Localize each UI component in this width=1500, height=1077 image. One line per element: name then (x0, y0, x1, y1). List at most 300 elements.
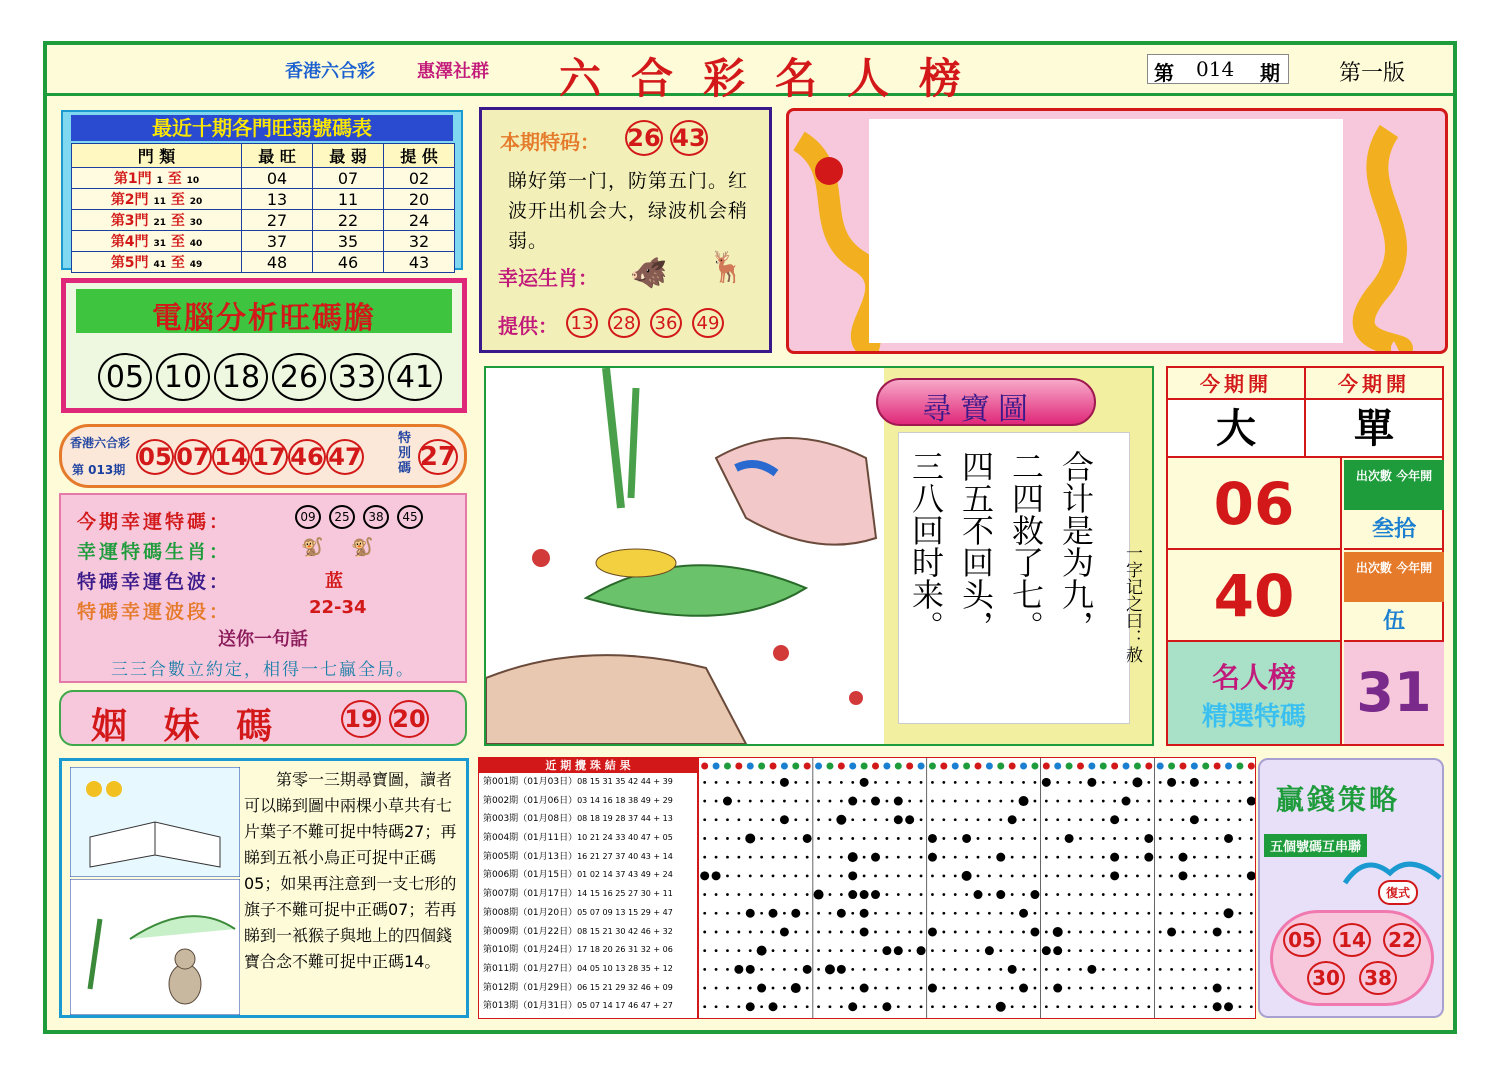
number-ball: 14 (1333, 923, 1371, 957)
trend-dot (965, 800, 968, 803)
trend-header-dot (1225, 763, 1232, 770)
trend-dot (1056, 968, 1059, 971)
history-issue: 第004期 (483, 833, 519, 844)
trend-header-dot (1214, 763, 1221, 770)
trend-dot (1239, 874, 1242, 877)
door-table-title: 最近十期各門旺弱號碼表 (71, 115, 453, 141)
trend-dot (999, 837, 1002, 840)
number-ball: 38 (363, 505, 389, 529)
trend-dot (1113, 837, 1116, 840)
trend-dot (749, 987, 752, 990)
trend-dot (737, 781, 740, 784)
trend-dot (703, 856, 706, 859)
trend-dot (1136, 1005, 1139, 1008)
header-source: 香港六合彩 (285, 61, 375, 82)
trend-hit-mark (746, 1002, 755, 1011)
number-ball: 10 (156, 353, 210, 401)
trend-dot (920, 818, 923, 821)
trend-dot (1068, 800, 1071, 803)
trend-dot (1113, 800, 1116, 803)
trend-dot (703, 893, 706, 896)
trend-dot (977, 949, 980, 952)
treasure-map-panel (484, 366, 1154, 746)
trend-dot (1159, 781, 1162, 784)
trend-dot (1113, 893, 1116, 896)
fame-number: 31 (1344, 642, 1444, 744)
trend-dot (977, 856, 980, 859)
trend-dot (999, 968, 1002, 971)
trend-dot (1079, 968, 1082, 971)
history-issue: 第003期 (483, 814, 519, 825)
trend-dot (829, 856, 832, 859)
trend-dot (1011, 837, 1014, 840)
trend-dot (1011, 856, 1014, 859)
trend-header-dot (986, 763, 993, 770)
trend-hit-mark (860, 890, 869, 899)
door-max: 04 (242, 168, 313, 189)
trend-dot (1068, 856, 1071, 859)
tip-text: 睇好第一门，防第五门。红波开出机会大，绿波机会稍弱。 (508, 170, 749, 252)
door-label: 第5門 (110, 255, 149, 271)
number-ball: 33 (330, 353, 384, 401)
poem-column: 四五不回头， (957, 450, 995, 642)
trend-dot (999, 874, 1002, 877)
trend-dot (1079, 893, 1082, 896)
trend-dot (772, 931, 775, 934)
trend-dot (1227, 856, 1230, 859)
trend-dot (840, 949, 843, 952)
trend-dot (1159, 912, 1162, 915)
give-numbers (566, 308, 724, 338)
trend-dot (851, 931, 854, 934)
trend-dot (965, 1005, 968, 1008)
trend-dot (999, 800, 1002, 803)
trend-header-dot (963, 763, 970, 770)
trend-dot (954, 781, 957, 784)
trend-special-mark (1132, 777, 1142, 787)
trend-dot (1079, 781, 1082, 784)
trend-dot (920, 856, 923, 859)
history-numbers: 08 18 19 28 37 44 + 13 (577, 814, 673, 824)
trend-dot (806, 1005, 809, 1008)
trend-dot (920, 912, 923, 915)
last-draw-issue: 第 013期 (72, 463, 126, 477)
trend-dot (954, 1005, 957, 1008)
trend-header-dot (952, 763, 959, 770)
trend-dot (954, 874, 957, 877)
trend-dot (760, 837, 763, 840)
history-date: （01月17日） (518, 889, 578, 900)
trend-hit-mark (928, 927, 937, 936)
table-row (72, 168, 455, 189)
trend-dot (1079, 837, 1082, 840)
history-row (479, 960, 697, 979)
trend-dot (1022, 874, 1025, 877)
trend-dot (817, 837, 820, 840)
trend-header-dot (1145, 763, 1152, 770)
trend-dot (931, 818, 934, 821)
trend-dot (942, 800, 945, 803)
trend-dot (840, 931, 843, 934)
trend-hit-mark (769, 1002, 778, 1011)
trend-header-dot (1191, 763, 1198, 770)
trend-dot (1159, 818, 1162, 821)
history-date: （01月15日） (518, 870, 578, 881)
trend-dot (840, 1005, 843, 1008)
door-max: 48 (242, 252, 313, 273)
trend-dot (1068, 1005, 1071, 1008)
number-ball: 46 (288, 439, 326, 475)
trend-dot (965, 781, 968, 784)
trend-dot (863, 818, 866, 821)
door-sep: 至 (170, 255, 185, 271)
trend-dot (1068, 968, 1071, 971)
trend-header-dot (1054, 763, 1061, 770)
trend-dot (885, 800, 888, 803)
trend-dot (1159, 874, 1162, 877)
trend-dot (794, 931, 797, 934)
trend-dot (885, 781, 888, 784)
trend-hit-mark (905, 815, 914, 824)
trend-dot (794, 1005, 797, 1008)
boar-icon: 🐗 (630, 256, 668, 291)
trend-dot (829, 987, 832, 990)
trend-dot (851, 818, 854, 821)
trend-dot (726, 968, 729, 971)
sister-title: 姻 妹 碼 (91, 706, 285, 747)
trend-hit-mark (1122, 797, 1131, 806)
trend-dot (1159, 856, 1162, 859)
history-title: 近 期 攪 珠 結 果 (479, 758, 697, 773)
trend-hit-mark (1247, 797, 1256, 806)
trend-header-dot (838, 763, 845, 770)
trend-dot (817, 931, 820, 934)
odd-even-value: 單 (1306, 400, 1442, 458)
trend-dot (863, 800, 866, 803)
trend-dot (1068, 874, 1071, 877)
trend-dot (1216, 837, 1219, 840)
trend-hit-mark (1190, 815, 1199, 824)
number-ball: 22 (1383, 923, 1421, 957)
table-row (72, 189, 455, 210)
trend-dot (715, 818, 718, 821)
give-label: 提供： (498, 314, 558, 338)
door-from: 11 (153, 197, 166, 207)
number-ball: 38 (1359, 961, 1397, 995)
trend-dot (1216, 856, 1219, 859)
trend-dot (1136, 931, 1139, 934)
trend-dot (783, 987, 786, 990)
door-give: 43 (384, 252, 455, 273)
special-ball: 27 (418, 439, 458, 475)
trend-dot (999, 912, 1002, 915)
trend-dot (794, 949, 797, 952)
trend-dot (1045, 968, 1048, 971)
trend-hit-mark (1065, 834, 1074, 843)
trend-header-dot (940, 763, 947, 770)
trend-dot (1182, 968, 1185, 971)
trend-dot (1113, 781, 1116, 784)
trend-dot (885, 893, 888, 896)
trend-hit-mark (1019, 984, 1028, 993)
number-ball: 05 (98, 353, 152, 401)
trend-dot (1102, 800, 1105, 803)
trend-dot (908, 1005, 911, 1008)
trend-hit-mark (712, 871, 721, 880)
trend-hit-mark (746, 909, 755, 918)
trend-dot (1136, 968, 1139, 971)
door-min: 22 (313, 210, 384, 231)
trend-dot (1147, 818, 1150, 821)
trend-special-mark (848, 852, 858, 862)
history-issue: 第013期 (483, 1001, 519, 1012)
trend-hit-mark (1213, 984, 1222, 993)
trend-dot (954, 968, 957, 971)
trend-header-dot (1123, 763, 1130, 770)
trend-dot (749, 818, 752, 821)
trend-hit-mark (1030, 890, 1039, 899)
issue-number: 014 (1196, 57, 1235, 81)
trend-dot (1239, 931, 1242, 934)
trend-dot (1182, 987, 1185, 990)
history-date: （01月27日） (518, 963, 578, 974)
trend-dot (1227, 800, 1230, 803)
trend-dot (783, 837, 786, 840)
trend-dot (954, 837, 957, 840)
trend-dot (931, 874, 934, 877)
trend-hit-mark (996, 853, 1005, 862)
trend-dot (942, 837, 945, 840)
trend-hit-mark (1167, 927, 1176, 936)
door-table (71, 143, 455, 273)
trend-dot (1182, 781, 1185, 784)
trend-header-dot (713, 763, 720, 770)
trend-dot (1239, 781, 1242, 784)
big-small-value: 大 (1168, 400, 1306, 458)
trend-dot (715, 856, 718, 859)
trend-dot (920, 781, 923, 784)
trend-hit-mark (928, 984, 937, 993)
trend-header-dot (872, 763, 879, 770)
trend-dot (885, 856, 888, 859)
trend-dot (715, 1005, 718, 1008)
trend-dot (1204, 818, 1207, 821)
trend-dot (1147, 800, 1150, 803)
trend-dot (1204, 912, 1207, 915)
trend-hit-mark (848, 1002, 857, 1011)
trend-grid (698, 757, 1256, 1019)
trend-dot (908, 800, 911, 803)
door-min: 07 (313, 168, 384, 189)
door-to: 30 (189, 218, 203, 228)
trend-dot (1136, 856, 1139, 859)
trend-dot (965, 987, 968, 990)
trend-hit-mark (700, 871, 709, 880)
door-to: 40 (189, 239, 203, 249)
trend-dot (851, 912, 854, 915)
trend-dot (931, 781, 934, 784)
trend-dot (1022, 1005, 1025, 1008)
trend-dot (1204, 800, 1207, 803)
trend-dot (715, 931, 718, 934)
number-ball: 43 (670, 120, 708, 156)
trend-dot (806, 856, 809, 859)
trend-dot (1045, 837, 1048, 840)
number-ball: 05 (136, 439, 174, 475)
door-max: 37 (242, 231, 313, 252)
trend-dot (1136, 837, 1139, 840)
trend-dot (829, 1005, 832, 1008)
trend-dot (1102, 931, 1105, 934)
history-issue: 第007期 (483, 889, 519, 900)
trend-dot (1250, 781, 1253, 784)
number-ball: 26 (625, 120, 663, 156)
trend-dot (715, 912, 718, 915)
number-ball: 19 (341, 700, 381, 738)
trend-dot (965, 912, 968, 915)
trend-dot (760, 893, 763, 896)
door-from: 41 (153, 260, 166, 270)
trend-dot (817, 781, 820, 784)
trend-dot (1239, 912, 1242, 915)
trend-hit-mark (791, 909, 800, 918)
trend-dot (942, 949, 945, 952)
door-give: 24 (384, 210, 455, 231)
trend-dot (1068, 931, 1071, 934)
trend-dot (1193, 800, 1196, 803)
trend-dot (920, 874, 923, 877)
trend-dot (874, 968, 877, 971)
trend-hit-mark (837, 909, 846, 918)
trend-dot (1227, 781, 1230, 784)
trend-dot (1045, 987, 1048, 990)
trend-dot (954, 893, 957, 896)
trend-dot (1102, 781, 1105, 784)
trend-header-dot (815, 763, 822, 770)
trend-dot (1113, 912, 1116, 915)
trend-header-dot (975, 763, 982, 770)
trend-dot (908, 968, 911, 971)
history-row (479, 979, 697, 998)
trend-dot (737, 837, 740, 840)
history-numbers: 14 15 16 25 27 30 + 11 (577, 889, 673, 899)
trend-dot (1170, 856, 1173, 859)
last-draw-panel (59, 424, 467, 488)
history-issue: 第008期 (483, 907, 519, 918)
trend-dot (1227, 874, 1230, 877)
trend-header-dot (1009, 763, 1016, 770)
trend-dot (931, 893, 934, 896)
trend-dot (965, 949, 968, 952)
trend-dot (840, 874, 843, 877)
trend-dot (942, 781, 945, 784)
trend-dot (885, 931, 888, 934)
trend-dot (749, 893, 752, 896)
trend-dot (999, 949, 1002, 952)
computer-panel (61, 278, 467, 413)
trend-dot (874, 818, 877, 821)
trend-dot (772, 818, 775, 821)
trend-dot (999, 818, 1002, 821)
trend-dot (851, 968, 854, 971)
treasure-illustration-icon (486, 368, 886, 744)
trend-dot (772, 781, 775, 784)
trend-hit-mark (985, 946, 994, 955)
history-numbers: 04 05 10 13 28 35 + 12 (577, 963, 673, 973)
trend-dot (703, 800, 706, 803)
trend-dot (897, 893, 900, 896)
door-to: 49 (189, 260, 203, 270)
trend-dot (783, 893, 786, 896)
trend-special-mark (814, 890, 824, 900)
trend-dot (1090, 837, 1093, 840)
history-date: （01月06日） (518, 795, 578, 806)
trend-dot (806, 893, 809, 896)
door-to: 20 (189, 197, 203, 207)
trend-special-mark (791, 983, 801, 993)
trend-dot (977, 800, 980, 803)
trend-header-dot (770, 763, 777, 770)
trend-hit-mark (1042, 778, 1051, 787)
history-numbers: 05 07 14 17 46 47 + 27 (577, 1001, 673, 1011)
trend-dot (1204, 931, 1207, 934)
trend-dot (1193, 1005, 1196, 1008)
trend-dot (920, 893, 923, 896)
trend-dot (942, 856, 945, 859)
trend-dot (1193, 874, 1196, 877)
trend-dot (1056, 874, 1059, 877)
trend-dot (908, 893, 911, 896)
history-date: （01月03日） (518, 777, 578, 787)
trend-dot (1204, 968, 1207, 971)
trend-hit-mark (894, 797, 903, 806)
monkey-icon: 🐒 (351, 537, 374, 558)
trend-dot (1056, 912, 1059, 915)
trend-dot (977, 1005, 980, 1008)
strategy-badge: 復式 (1378, 880, 1418, 905)
trend-dot (1147, 1005, 1150, 1008)
trend-hit-mark (860, 984, 869, 993)
trend-dot (1250, 1005, 1253, 1008)
trend-special-mark (757, 946, 767, 956)
number-ball: 14 (212, 439, 250, 475)
trend-dot (737, 949, 740, 952)
trend-dot (1159, 1005, 1162, 1008)
trend-dot (715, 949, 718, 952)
trend-dot (1022, 931, 1025, 934)
trend-dot (1193, 893, 1196, 896)
trend-hit-mark (848, 890, 857, 899)
trend-dot (772, 800, 775, 803)
trend-dot (863, 874, 866, 877)
trend-dot (897, 874, 900, 877)
trend-dot (1136, 818, 1139, 821)
trend-dot (1204, 893, 1207, 896)
trend-dot (1250, 968, 1253, 971)
col-header: 門 類 (72, 144, 242, 168)
treasure-poem (904, 450, 1098, 720)
trend-dot (1159, 931, 1162, 934)
trend-dot (1193, 968, 1196, 971)
trend-dot (1056, 1005, 1059, 1008)
trend-dot (1090, 1005, 1093, 1008)
trend-hit-mark (757, 984, 766, 993)
trend-dot (749, 874, 752, 877)
trend-dot (999, 781, 1002, 784)
strategy-panel (1258, 758, 1444, 1018)
trend-dot (1147, 912, 1150, 915)
trend-dot (908, 987, 911, 990)
